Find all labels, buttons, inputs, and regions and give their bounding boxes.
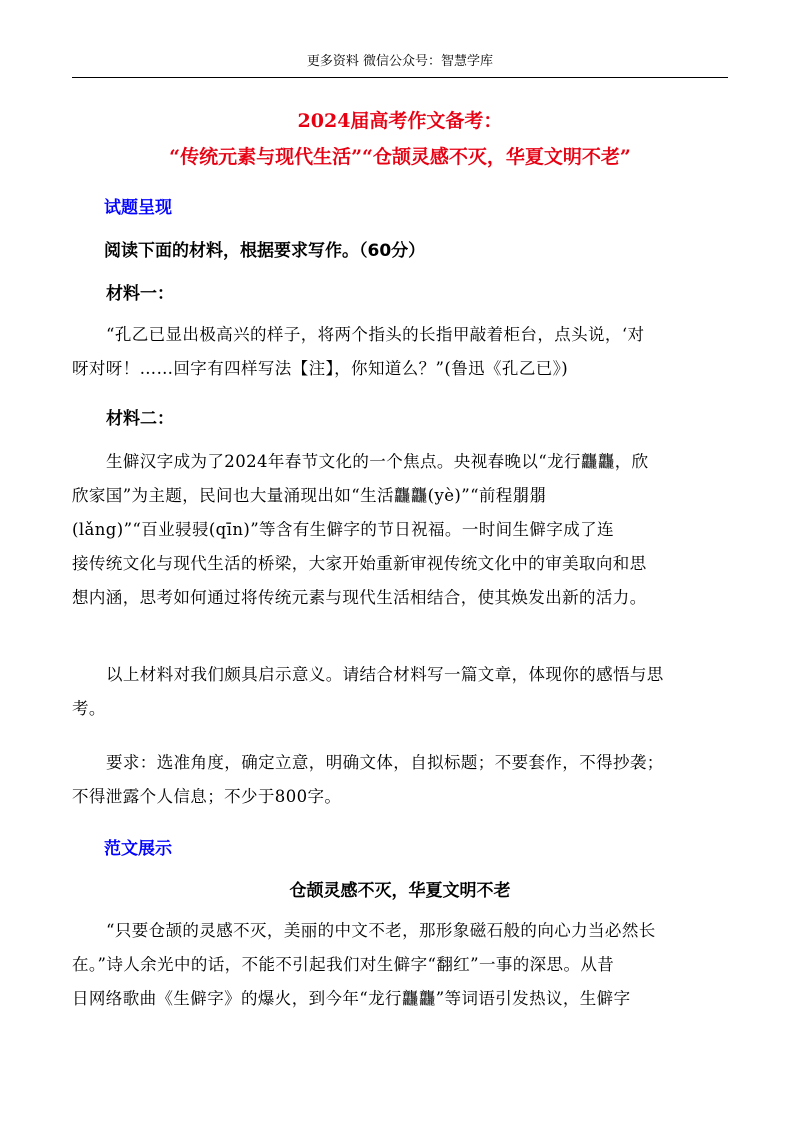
material2-line: (lǎng)”“百业骎骎(qīn)”等含有生僻字的节日祝福。一时间生僻字成了连	[72, 520, 614, 539]
instruction-text: 阅读下面的材料，根据要求写作。（60分）	[104, 241, 426, 261]
material1-line: 呀对呀！……回字有四样写法【注】，你知道么？”(鲁迅《孔乙已》)	[72, 359, 569, 378]
material2-line: 生僻汉字成为了2024年春节文化的一个焦点。央视春晚以“龙行龘龘，欣	[106, 452, 649, 471]
essay-line: 在。”诗人余光中的话，不能不引起我们对生僻字“翻红”一事的深思。从昔	[72, 955, 615, 974]
prompt-section-heading: 试题呈现	[104, 198, 172, 218]
essay-line: “只要仓颉的灵感不灭，美丽的中文不老，那形象磁石般的向心力当必然长	[106, 921, 656, 940]
task-line: 以上材料对我们颇具启示意义。请结合材料写一篇文章，体现你的感悟与思	[106, 665, 664, 684]
task-line: 考。	[72, 699, 106, 718]
material2-line: 接传统文化与现代生活的桥梁，大家开始重新审视传统文化中的审美取向和思	[72, 554, 647, 573]
page-header: 更多资料 微信公众号：智慧学库	[72, 47, 728, 78]
material1-line: “孔乙已显出极高兴的样子，将两个指头的长指甲敲着柜台，点头说，‘对	[106, 325, 645, 344]
essay-paragraph	[72, 914, 728, 1016]
material1-paragraph	[72, 318, 728, 386]
requirements-paragraph	[72, 746, 728, 814]
essay-line: 日网络歌曲《生僻字》的爆火，到今年“龙行龘龘”等词语引发热议，生僻字	[72, 989, 631, 1008]
document-title-line1: 2024届高考作文备考：	[297, 110, 503, 132]
requirements-line: 不得泄露个人信息；不少于800字。	[72, 787, 342, 806]
material2-line: 欣家国”为主题，民间也大量涌现出如“生活龘龘(yè)”“前程朤朤	[72, 486, 547, 505]
essay-title: 仓颉灵感不灭，华夏文明不老	[289, 881, 511, 901]
document-title-line2: “传统元素与现代生活”“仓颉灵感不灭，华夏文明不老”	[169, 146, 631, 168]
task-paragraph	[72, 658, 728, 726]
material1-label: 材料一：	[106, 284, 174, 304]
material2-paragraph	[72, 445, 728, 615]
material2-label: 材料二：	[106, 409, 174, 429]
requirements-line: 要求：选准角度，确定立意，明确文体，自拟标题；不要套作，不得抄袭；	[106, 753, 664, 772]
material2-line: 想内涵，思考如何通过将传统元素与现代生活相结合，使其焕发出新的活力。	[72, 588, 647, 607]
sample-section-heading: 范文展示	[104, 839, 172, 859]
